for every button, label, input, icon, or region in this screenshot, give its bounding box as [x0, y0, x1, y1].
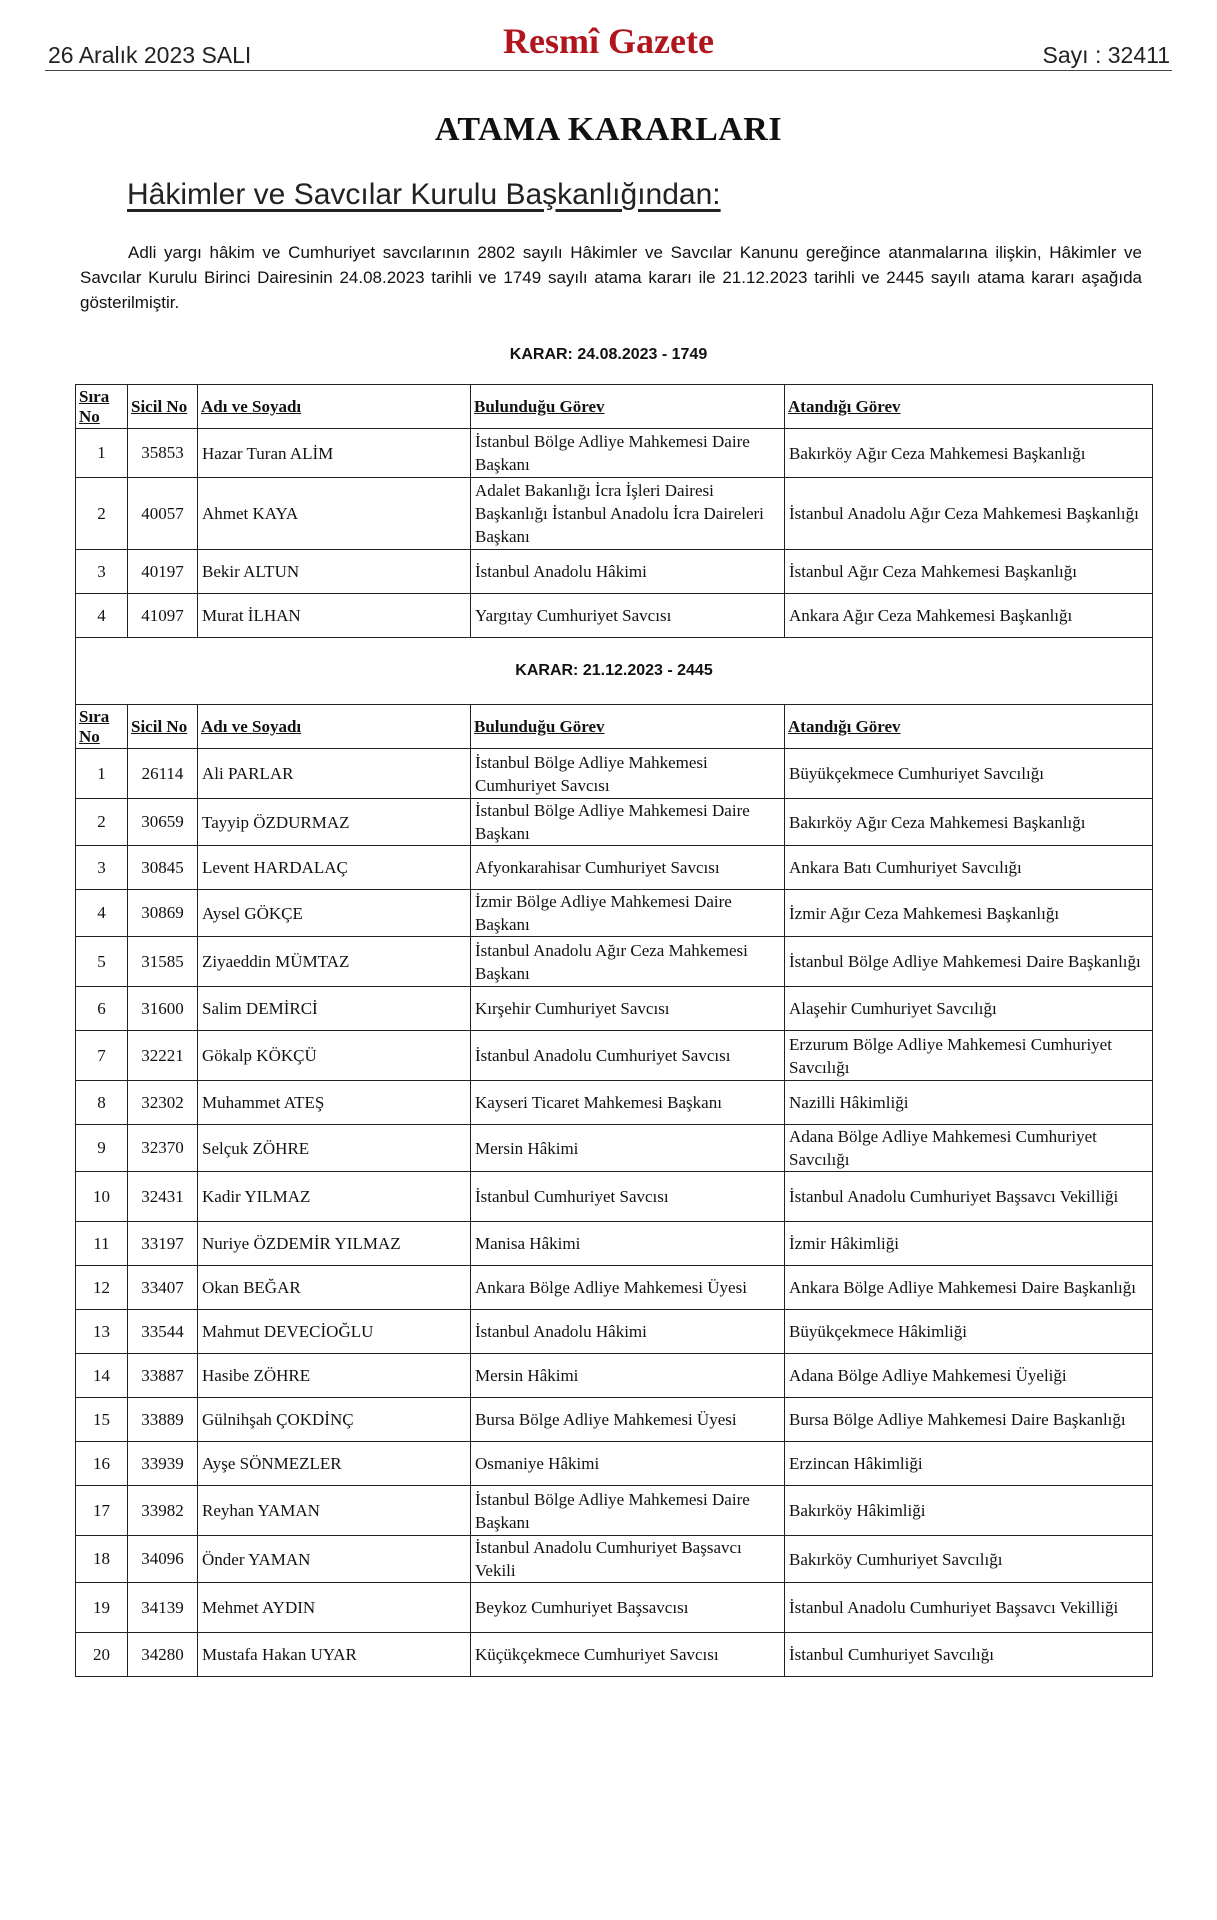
- cell-current: Osmaniye Hâkimi: [471, 1442, 785, 1486]
- cell-assigned: Ankara Bölge Adliye Mahkemesi Daire Başkanlığı: [785, 1266, 1153, 1310]
- cell-sicil: 41097: [128, 594, 198, 638]
- cell-sira: 4: [76, 594, 128, 638]
- column-header-sicil: Sicil No: [128, 385, 198, 429]
- cell-sicil: 34139: [128, 1583, 198, 1633]
- cell-current: Küçükçekmece Cumhuriyet Savcısı: [471, 1633, 785, 1677]
- table-row: [76, 1442, 1153, 1486]
- cell-current: İstanbul Bölge Adliye Mahkemesi Cumhuriyet Savcısı: [471, 749, 785, 799]
- cell-sira: 19: [76, 1583, 128, 1633]
- cell-sicil: 33887: [128, 1354, 198, 1398]
- cell-assigned: Bakırköy Hâkimliği: [785, 1486, 1153, 1536]
- cell-sicil: 32370: [128, 1125, 198, 1172]
- cell-sicil: 35853: [128, 429, 198, 478]
- cell-sira: 11: [76, 1222, 128, 1266]
- cell-name: Mahmut DEVECİOĞLU: [198, 1310, 471, 1354]
- table-row: [76, 890, 1153, 937]
- decision-label-row: [76, 638, 1153, 705]
- cell-sira: 3: [76, 550, 128, 594]
- cell-name: Ali PARLAR: [198, 749, 471, 799]
- cell-sicil: 33889: [128, 1398, 198, 1442]
- cell-assigned: İstanbul Anadolu Cumhuriyet Başsavcı Vekilliği: [785, 1172, 1153, 1222]
- table-header-row: [76, 705, 1153, 749]
- cell-current: İstanbul Cumhuriyet Savcısı: [471, 1172, 785, 1222]
- cell-assigned: İstanbul Anadolu Cumhuriyet Başsavcı Vekilliği: [785, 1583, 1153, 1633]
- page-title: ATAMA KARARLARI: [434, 111, 783, 148]
- cell-sicil: 34280: [128, 1633, 198, 1677]
- table-row: [76, 1486, 1153, 1536]
- cell-assigned: Adana Bölge Adliye Mahkemesi Üyeliği: [785, 1354, 1153, 1398]
- column-header-assigned: Atandığı Görev: [785, 385, 1153, 429]
- cell-sira: 2: [76, 478, 128, 550]
- cell-current: Beykoz Cumhuriyet Başsavcısı: [471, 1583, 785, 1633]
- column-header-assigned: Atandığı Görev: [785, 705, 1153, 749]
- issue-date: 26 Aralık 2023 SALI: [48, 42, 252, 68]
- table-row: [76, 1398, 1153, 1442]
- table-row: [76, 1081, 1153, 1125]
- gazette-title: Resmî Gazete: [503, 21, 714, 61]
- cell-assigned: Bakırköy Cumhuriyet Savcılığı: [785, 1536, 1153, 1583]
- cell-sicil: 31600: [128, 987, 198, 1031]
- cell-name: Gökalp KÖKÇÜ: [198, 1031, 471, 1081]
- cell-assigned: Büyükçekmece Hâkimliği: [785, 1310, 1153, 1354]
- cell-sira: 5: [76, 937, 128, 987]
- cell-assigned: Büyükçekmece Cumhuriyet Savcılığı: [785, 749, 1153, 799]
- table-row: [76, 429, 1153, 478]
- cell-sira: 14: [76, 1354, 128, 1398]
- cell-current: İstanbul Anadolu Hâkimi: [471, 1310, 785, 1354]
- cell-assigned: Erzurum Bölge Adliye Mahkemesi Cumhuriyet Savcılığı: [785, 1031, 1153, 1081]
- cell-name: Aysel GÖKÇE: [198, 890, 471, 937]
- cell-sira: 20: [76, 1633, 128, 1677]
- cell-current: Mersin Hâkimi: [471, 1354, 785, 1398]
- cell-assigned: Adana Bölge Adliye Mahkemesi Cumhuriyet Savcılığı: [785, 1125, 1153, 1172]
- cell-assigned: Ankara Ağır Ceza Mahkemesi Başkanlığı: [785, 594, 1153, 638]
- table-row: [76, 846, 1153, 890]
- cell-assigned: İstanbul Bölge Adliye Mahkemesi Daire Başkanlığı: [785, 937, 1153, 987]
- table-row: [76, 478, 1153, 550]
- cell-current: Yargıtay Cumhuriyet Savcısı: [471, 594, 785, 638]
- cell-sicil: 33982: [128, 1486, 198, 1536]
- decision-label-1: KARAR: 24.08.2023 - 1749: [509, 346, 708, 363]
- cell-assigned: Nazilli Hâkimliği: [785, 1081, 1153, 1125]
- cell-sicil: 33407: [128, 1266, 198, 1310]
- cell-sicil: 33939: [128, 1442, 198, 1486]
- gazette-header: [45, 14, 1172, 71]
- table-header-row: [76, 385, 1153, 429]
- cell-sira: 15: [76, 1398, 128, 1442]
- column-header-name: Adı ve Soyadı: [198, 705, 471, 749]
- cell-name: Hazar Turan ALİM: [198, 429, 471, 478]
- cell-current: İstanbul Anadolu Cumhuriyet Başsavcı Vekili: [471, 1536, 785, 1583]
- cell-assigned: Erzincan Hâkimliği: [785, 1442, 1153, 1486]
- decision-label-2: KARAR: 21.12.2023 - 2445: [76, 638, 1153, 705]
- cell-name: Muhammet ATEŞ: [198, 1081, 471, 1125]
- cell-sicil: 30869: [128, 890, 198, 937]
- cell-assigned: Bakırköy Ağır Ceza Mahkemesi Başkanlığı: [785, 799, 1153, 846]
- cell-current: Adalet Bakanlığı İcra İşleri Dairesi Başkanlığı İstanbul Anadolu İcra Daireleri Başkanı: [471, 478, 785, 550]
- cell-current: İstanbul Bölge Adliye Mahkemesi Daire Başkanı: [471, 1486, 785, 1536]
- cell-sicil: 32221: [128, 1031, 198, 1081]
- cell-current: Kayseri Ticaret Mahkemesi Başkanı: [471, 1081, 785, 1125]
- cell-sira: 1: [76, 749, 128, 799]
- cell-sira: 13: [76, 1310, 128, 1354]
- table-row: [76, 1266, 1153, 1310]
- cell-name: Ziyaeddin MÜMTAZ: [198, 937, 471, 987]
- cell-current: Mersin Hâkimi: [471, 1125, 785, 1172]
- cell-current: İstanbul Anadolu Cumhuriyet Savcısı: [471, 1031, 785, 1081]
- cell-sicil: 40057: [128, 478, 198, 550]
- cell-sicil: 33197: [128, 1222, 198, 1266]
- cell-sira: 3: [76, 846, 128, 890]
- cell-name: Mehmet AYDIN: [198, 1583, 471, 1633]
- cell-sicil: 32431: [128, 1172, 198, 1222]
- cell-assigned: İzmir Hâkimliği: [785, 1222, 1153, 1266]
- cell-current: Manisa Hâkimi: [471, 1222, 785, 1266]
- cell-current: İzmir Bölge Adliye Mahkemesi Daire Başkanı: [471, 890, 785, 937]
- cell-sicil: 34096: [128, 1536, 198, 1583]
- table-row: [76, 1031, 1153, 1081]
- cell-current: İstanbul Bölge Adliye Mahkemesi Daire Başkanı: [471, 429, 785, 478]
- cell-sicil: 33544: [128, 1310, 198, 1354]
- cell-name: Okan BEĞAR: [198, 1266, 471, 1310]
- cell-sira: 9: [76, 1125, 128, 1172]
- cell-assigned: Alaşehir Cumhuriyet Savcılığı: [785, 987, 1153, 1031]
- table-row: [76, 937, 1153, 987]
- cell-sicil: 30659: [128, 799, 198, 846]
- cell-sicil: 40197: [128, 550, 198, 594]
- table-row: [76, 1310, 1153, 1354]
- intro-paragraph: Adli yargı hâkim ve Cumhuriyet savcılarının 2802 sayılı Hâkimler ve Savcılar Kanunu gereğince atanmalarına ilişkin, Hâkimler ve Savcılar Kurulu Birinci Dairesinin 24.08.2023 tarihli ve 1749 sayılı atama kararı ile 21.12.2023 tarihli ve 2445 sayılı atama kararı aşağıda gösterilmiştir.: [80, 243, 1142, 312]
- cell-current: Bursa Bölge Adliye Mahkemesi Üyesi: [471, 1398, 785, 1442]
- cell-name: Kadir YILMAZ: [198, 1172, 471, 1222]
- table-row: [76, 1172, 1153, 1222]
- cell-sira: 12: [76, 1266, 128, 1310]
- cell-current: Kırşehir Cumhuriyet Savcısı: [471, 987, 785, 1031]
- cell-name: Levent HARDALAÇ: [198, 846, 471, 890]
- issue-number: Sayı : 32411: [1042, 42, 1170, 68]
- cell-name: Reyhan YAMAN: [198, 1486, 471, 1536]
- cell-assigned: İzmir Ağır Ceza Mahkemesi Başkanlığı: [785, 890, 1153, 937]
- cell-name: Ahmet KAYA: [198, 478, 471, 550]
- table-row: [76, 550, 1153, 594]
- column-header-sira: Sıra No: [76, 705, 128, 749]
- table-row: [76, 1222, 1153, 1266]
- table-row: [76, 987, 1153, 1031]
- cell-current: Afyonkarahisar Cumhuriyet Savcısı: [471, 846, 785, 890]
- cell-current: İstanbul Bölge Adliye Mahkemesi Daire Başkanı: [471, 799, 785, 846]
- table-row: [76, 1354, 1153, 1398]
- table-row: [76, 594, 1153, 638]
- cell-name: Hasibe ZÖHRE: [198, 1354, 471, 1398]
- column-header-current: Bulunduğu Görev: [471, 705, 785, 749]
- table-row: [76, 799, 1153, 846]
- cell-sira: 2: [76, 799, 128, 846]
- cell-assigned: İstanbul Ağır Ceza Mahkemesi Başkanlığı: [785, 550, 1153, 594]
- cell-sira: 17: [76, 1486, 128, 1536]
- cell-name: Mustafa Hakan UYAR: [198, 1633, 471, 1677]
- column-header-sira: Sıra No: [76, 385, 128, 429]
- cell-name: Önder YAMAN: [198, 1536, 471, 1583]
- cell-name: Salim DEMİRCİ: [198, 987, 471, 1031]
- table-row: [76, 1633, 1153, 1677]
- cell-name: Gülnihşah ÇOKDİNÇ: [198, 1398, 471, 1442]
- cell-name: Bekir ALTUN: [198, 550, 471, 594]
- cell-assigned: İstanbul Cumhuriyet Savcılığı: [785, 1633, 1153, 1677]
- cell-sira: 10: [76, 1172, 128, 1222]
- cell-sicil: 30845: [128, 846, 198, 890]
- cell-name: Selçuk ZÖHRE: [198, 1125, 471, 1172]
- cell-sira: 16: [76, 1442, 128, 1486]
- cell-name: Nuriye ÖZDEMİR YILMAZ: [198, 1222, 471, 1266]
- cell-current: İstanbul Anadolu Ağır Ceza Mahkemesi Başkanı: [471, 937, 785, 987]
- cell-name: Tayyip ÖZDURMAZ: [198, 799, 471, 846]
- cell-current: Ankara Bölge Adliye Mahkemesi Üyesi: [471, 1266, 785, 1310]
- table-row: [76, 749, 1153, 799]
- column-header-sicil: Sicil No: [128, 705, 198, 749]
- cell-sicil: 31585: [128, 937, 198, 987]
- column-header-current: Bulunduğu Görev: [471, 385, 785, 429]
- table-row: [76, 1536, 1153, 1583]
- cell-assigned: Ankara Batı Cumhuriyet Savcılığı: [785, 846, 1153, 890]
- cell-sira: 7: [76, 1031, 128, 1081]
- cell-assigned: İstanbul Anadolu Ağır Ceza Mahkemesi Başkanlığı: [785, 478, 1153, 550]
- cell-sicil: 26114: [128, 749, 198, 799]
- table-row: [76, 1583, 1153, 1633]
- cell-sicil: 32302: [128, 1081, 198, 1125]
- cell-sira: 6: [76, 987, 128, 1031]
- section-subtitle: Hâkimler ve Savcılar Kurulu Başkanlığından:: [127, 178, 721, 211]
- cell-sira: 18: [76, 1536, 128, 1583]
- cell-name: Murat İLHAN: [198, 594, 471, 638]
- cell-sira: 8: [76, 1081, 128, 1125]
- cell-sira: 4: [76, 890, 128, 937]
- cell-assigned: Bursa Bölge Adliye Mahkemesi Daire Başkanlığı: [785, 1398, 1153, 1442]
- column-header-name: Adı ve Soyadı: [198, 385, 471, 429]
- appointments-table: [75, 384, 1153, 1677]
- cell-sira: 1: [76, 429, 128, 478]
- table-row: [76, 1125, 1153, 1172]
- cell-current: İstanbul Anadolu Hâkimi: [471, 550, 785, 594]
- cell-name: Ayşe SÖNMEZLER: [198, 1442, 471, 1486]
- cell-assigned: Bakırköy Ağır Ceza Mahkemesi Başkanlığı: [785, 429, 1153, 478]
